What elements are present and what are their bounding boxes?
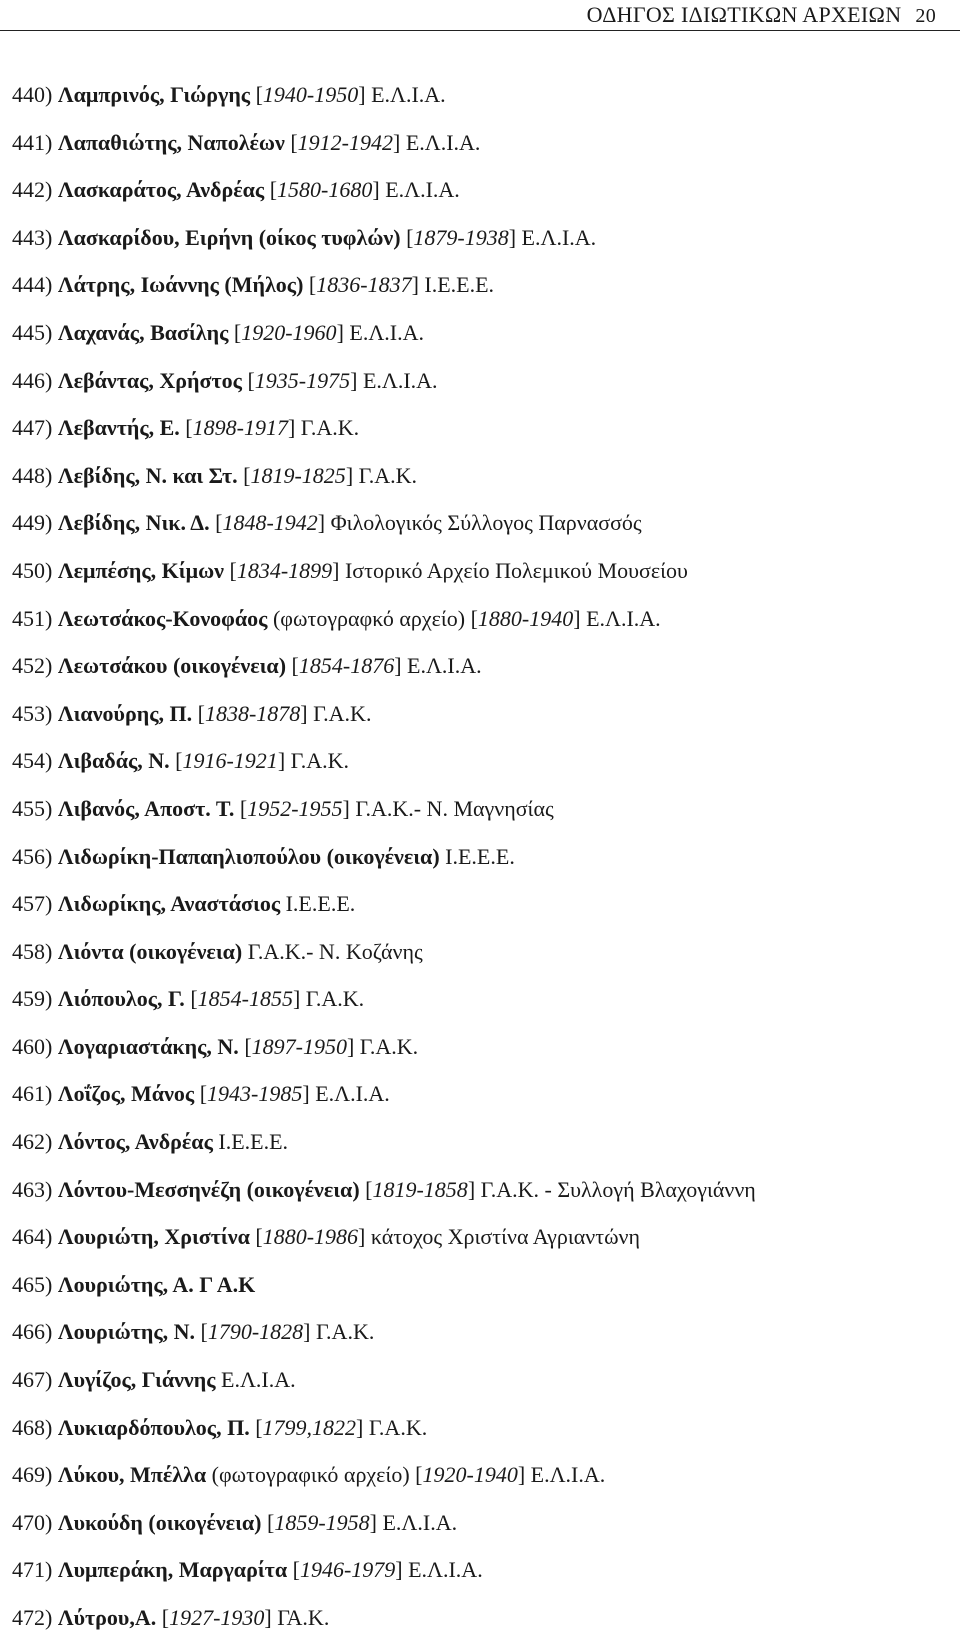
list-item (12, 404, 956, 452)
entry-name: Λεβαντής, Ε. (57, 415, 180, 441)
entry-number: 441) (12, 129, 53, 155)
entry-name: Λυκιαρδόπουλος, Π. (57, 1414, 250, 1440)
entry-dates: 1880-1940 (477, 605, 574, 631)
list-item (12, 1166, 956, 1214)
entry-dates: 1897-1950 (251, 1033, 347, 1059)
entry-archive-source: κάτοχος Χριστίνα Αγριαντώνη (370, 1224, 640, 1250)
entry-number: 447) (12, 415, 53, 441)
list-item (12, 71, 956, 119)
entry-number: 460) (12, 1033, 53, 1059)
entry-number: 451) (12, 605, 53, 631)
list-item (12, 737, 956, 785)
archive-entry-list (12, 71, 956, 1642)
entry-date-range: [1799,1822] (255, 1414, 364, 1440)
entry-dates: 1920-1940 (422, 1462, 518, 1488)
entry-name: Λουριώτης, Α. (57, 1271, 194, 1297)
entry-date-range: [1580-1680] (269, 177, 380, 203)
entry-number: 446) (12, 367, 53, 393)
entry-archive-source: Ε.Λ.Ι.Α. (349, 319, 424, 345)
entry-dates: 1946-1979 (299, 1557, 396, 1583)
entry-name: Λύκου, Μπέλλα (57, 1462, 207, 1488)
entry-name: Λιβανός, Αποστ. Τ. (57, 795, 235, 821)
entry-archive-source: Ε.Λ.Ι.Α. (530, 1462, 606, 1488)
entry-date-range: [1790-1828] (200, 1319, 311, 1345)
list-item (12, 1261, 956, 1309)
entry-date-range: [1940-1950] (255, 82, 366, 107)
entry-dates: 1943-1985 (207, 1081, 303, 1107)
entry-date-range: [1927-1930] (161, 1605, 272, 1630)
entry-date-range: [1819-1825] (243, 462, 354, 488)
entry-dates: 1927-1930 (169, 1605, 265, 1630)
entry-archive-source: Ε.Λ.Ι.Α. (382, 1509, 458, 1535)
entry-archive-source: Γ.Α.Κ. (368, 1414, 428, 1440)
entry-archive-source: Ιστορικό Αρχείο Πολεμικού Μουσείου (344, 557, 688, 583)
entry-number: 450) (12, 557, 53, 583)
entry-number: 455) (12, 795, 53, 821)
entry-name: Λιβαδάς, Ν. (57, 748, 170, 774)
entry-date-range: [1880-1940] (470, 605, 581, 631)
list-item (12, 1451, 956, 1499)
entry-archive-source: Γ.Α.Κ. - Συλλογή Βλαχογιάννη (480, 1176, 756, 1202)
entry-date-range: [1920-1960] (233, 319, 344, 345)
entry-archive-source: Γ.Α.Κ. (305, 986, 365, 1012)
entry-date-range: [1898-1917] (185, 415, 296, 441)
entry-number: 440) (12, 82, 53, 107)
entry-number: 468) (12, 1414, 53, 1440)
entry-archive-source: Ι.Ε.Ε.Ε. (445, 843, 515, 869)
entry-archive-source: Ι.Ε.Ε.Ε. (218, 1129, 289, 1155)
entry-name: Λαπαθιώτης, Ναπολέων (57, 129, 285, 155)
entry-date-range: [1943-1985] (199, 1081, 310, 1107)
list-item (12, 119, 956, 167)
entry-archive-source: Γ.Α.Κ. (359, 1033, 419, 1059)
entry-number: 444) (12, 272, 53, 298)
entry-dates: 1799,1822 (262, 1414, 357, 1440)
entry-number: 466) (12, 1319, 53, 1345)
entry-name: Λιδωρίκης, Αναστάσιος (57, 891, 281, 917)
entry-dates: 1580-1680 (277, 177, 373, 203)
entry-dates: 1819-1825 (250, 462, 346, 488)
entry-dates: 1790-1828 (207, 1319, 304, 1345)
entry-archive-source: Γ.Α.Κ.- Ν. Κοζάνης (247, 938, 423, 964)
header-divider (0, 30, 960, 31)
entry-archive-source: Ε.Λ.Ι.Α. (385, 177, 460, 203)
entry-number: 453) (12, 700, 53, 726)
entry-archive-source: Γ.Α.Κ. (313, 700, 372, 726)
entry-date-range: [1859-1958] (267, 1509, 377, 1535)
list-item (12, 1070, 956, 1118)
entry-number: 458) (12, 938, 53, 964)
list-item (12, 1356, 956, 1404)
list-item (12, 690, 956, 738)
entry-dates: 1916-1921 (182, 748, 278, 774)
entry-number: 454) (12, 748, 53, 774)
entry-date-range: [1912-1942] (290, 129, 401, 155)
entry-number: 467) (12, 1367, 53, 1393)
list-item (12, 547, 956, 595)
entry-number: 463) (12, 1176, 53, 1202)
entry-name: Λεωτσάκου (οικογένεια) (57, 653, 287, 679)
entry-name: Λεβίδης, Νικ. Δ. (57, 510, 210, 536)
entry-dates: 1836-1837 (316, 272, 412, 298)
entry-number: 449) (12, 510, 53, 536)
page-number: 20 (915, 5, 936, 27)
entry-name: Λαμπρινός, Γιώργης (57, 82, 251, 107)
entry-dates: 1848-1942 (222, 510, 318, 536)
entry-dates: 1935-1975 (254, 367, 351, 393)
entry-name: Λεωτσάκος-Κονοφάος (57, 605, 268, 631)
list-item (12, 1308, 956, 1356)
entry-archive-source: Ε.Λ.Ι.Α. (586, 605, 661, 631)
entry-number: 462) (12, 1129, 53, 1155)
entry-dates: 1912-1942 (297, 129, 393, 155)
entry-archive-source: Γ.Α.Κ. (358, 462, 417, 488)
entry-number: 470) (12, 1509, 53, 1535)
entry-name: Λουριώτη, Χριστίνα (57, 1224, 250, 1250)
entry-name: Λασκαράτος, Ανδρέας (57, 177, 265, 203)
entry-date-range: [1946-1979] (292, 1557, 403, 1583)
entry-dates: 1854-1855 (197, 986, 293, 1012)
entry-number: 452) (12, 653, 53, 679)
entry-number: 445) (12, 319, 53, 345)
list-item (12, 880, 956, 928)
list-item (12, 1213, 956, 1261)
entry-dates: 1898-1917 (192, 415, 288, 441)
entry-archive-source: ΓΑ.Κ. (277, 1605, 330, 1630)
list-item (12, 595, 956, 643)
entry-qualifier: (φωτογραφκό αρχείο) (272, 605, 466, 631)
entry-name: Λόντου-Μεσσηνέζη (οικογένεια) (57, 1176, 360, 1202)
list-item (12, 452, 956, 500)
running-header (587, 2, 936, 28)
list-item (12, 1404, 956, 1452)
entry-number: 471) (12, 1557, 53, 1583)
entry-archive-source: Γ.Α.Κ. (300, 415, 360, 441)
document-title: ΟΔΗΓΟΣ ΙΔΙΩΤΙΚΩΝ ΑΡΧΕΙΩΝ (586, 2, 902, 27)
entry-archive-source: Ε.Λ.Ι.Α. (362, 367, 438, 393)
entry-archive-source: Γ.Α.Κ.- Ν. Μαγνησίας (355, 795, 554, 821)
entry-date-range: [1819-1858] (365, 1176, 476, 1202)
list-item (12, 309, 956, 357)
entry-date-range: [1834-1899] (229, 557, 340, 583)
entry-date-range: [1854-1876] (291, 653, 402, 679)
entry-date-range: [1935-1975] (247, 367, 358, 393)
entry-archive-source: Ε.Λ.Ι.Α. (371, 82, 446, 107)
entry-dates: 1952-1955 (247, 795, 343, 821)
entry-date-range: [1848-1942] (215, 510, 326, 536)
entry-dates: 1859-1958 (274, 1509, 370, 1535)
entry-date-range: [1916-1921] (175, 748, 286, 774)
entry-name: Λασκαρίδου, Ειρήνη (οίκος τυφλών) (57, 224, 401, 250)
entry-name: Λεβίδης, Ν. και Στ. (57, 462, 238, 488)
entry-archive-source: Ε.Λ.Ι.Α. (315, 1081, 390, 1107)
entry-archive-source: Γ.Α.Κ. (315, 1319, 375, 1345)
entry-date-range: [1879-1938] (406, 224, 517, 250)
list-item (12, 1546, 956, 1594)
entry-name: Λιόντα (οικογένεια) (57, 938, 243, 964)
entry-dates: 1940-1950 (262, 82, 359, 107)
entry-dates: 1920-1960 (241, 319, 337, 345)
list-item (12, 166, 956, 214)
entry-name: Λουριώτης, Ν. (57, 1319, 195, 1345)
entry-qualifier: (φωτογραφικό αρχείο) (211, 1462, 410, 1488)
entry-archive-source: Φιλολογικός Σύλλογος Παρνασσός (330, 510, 642, 536)
entry-number: 461) (12, 1081, 53, 1107)
entry-number: 457) (12, 891, 53, 917)
entry-number: 448) (12, 462, 53, 488)
list-item (12, 1023, 956, 1071)
entry-number: 459) (12, 986, 53, 1012)
entry-archive-source: Γ.Α.Κ. (290, 748, 349, 774)
entry-name: Λαχανάς, Βασίλης (57, 319, 229, 345)
entry-dates: 1834-1899 (236, 557, 333, 583)
entry-archive-source: Ε.Λ.Ι.Α. (407, 653, 482, 679)
entry-date-range: [1897-1950] (244, 1033, 355, 1059)
list-item (12, 642, 956, 690)
entry-name: Λυγίζος, Γιάννης (57, 1367, 216, 1393)
entry-name: Λεβάντας, Χρήστος (57, 367, 242, 393)
entry-archive-source: Ε.Λ.Ι.Α. (221, 1367, 296, 1393)
entry-number: 465) (12, 1271, 53, 1297)
entry-date-range: [1854-1855] (190, 986, 301, 1012)
entry-dates: 1879-1938 (413, 224, 509, 250)
entry-name: Λιόπουλος, Γ. (57, 986, 185, 1012)
entry-number: 472) (12, 1605, 53, 1630)
entry-dates: 1880-1986 (262, 1224, 359, 1250)
list-item (12, 928, 956, 976)
entry-dates: 1838-1878 (204, 700, 301, 726)
entry-archive-source: Γ Α.Κ (199, 1271, 256, 1297)
list-item (12, 357, 956, 405)
list-item (12, 785, 956, 833)
entry-date-range: [1920-1940] (415, 1462, 526, 1488)
entry-name: Λιανούρης, Π. (57, 700, 193, 726)
entry-name: Λυμπεράκη, Μαργαρίτα (57, 1557, 288, 1583)
entry-name: Λεμπέσης, Κίμων (57, 557, 224, 583)
list-item (12, 499, 956, 547)
entry-date-range: [1838-1878] (197, 700, 308, 726)
list-item (12, 1594, 956, 1642)
entry-number: 442) (12, 177, 53, 203)
entry-number: 469) (12, 1462, 53, 1488)
entry-archive-source: Ε.Λ.Ι.Α. (405, 129, 481, 155)
entry-archive-source: Ι.Ε.Ε.Ε. (424, 272, 495, 298)
entry-dates: 1819-1858 (372, 1176, 468, 1202)
entry-name: Λογαριαστάκης, Ν. (57, 1033, 239, 1059)
entry-name: Λύτρου,Α. (57, 1605, 157, 1630)
page-header (0, 0, 960, 32)
entry-archive-source: Ε.Λ.Ι.Α. (408, 1557, 483, 1583)
entry-name: Λόντος, Ανδρέας (57, 1129, 213, 1155)
list-item (12, 214, 956, 262)
list-item (12, 975, 956, 1023)
list-item (12, 1499, 956, 1547)
entry-date-range: [1836-1837] (308, 272, 419, 298)
entry-date-range: [1880-1986] (255, 1224, 366, 1250)
entry-dates: 1854-1876 (298, 653, 395, 679)
entry-number: 456) (12, 843, 53, 869)
entry-number: 464) (12, 1224, 53, 1250)
entry-number: 443) (12, 224, 53, 250)
list-item (12, 833, 956, 881)
list-item (12, 261, 956, 309)
entry-name: Λυκούδη (οικογένεια) (57, 1509, 262, 1535)
entry-date-range: [1952-1955] (239, 795, 350, 821)
entry-name: Λοΐζος, Μάνος (57, 1081, 195, 1107)
list-item (12, 1118, 956, 1166)
entry-archive-source: Ι.Ε.Ε.Ε. (285, 891, 356, 917)
entry-name: Λάτρης, Ιωάννης (Μήλος) (57, 272, 304, 298)
entry-archive-source: Ε.Λ.Ι.Α. (521, 224, 597, 250)
entry-name: Λιδωρίκη-Παπαηλιοπούλου (οικογένεια) (57, 843, 440, 869)
